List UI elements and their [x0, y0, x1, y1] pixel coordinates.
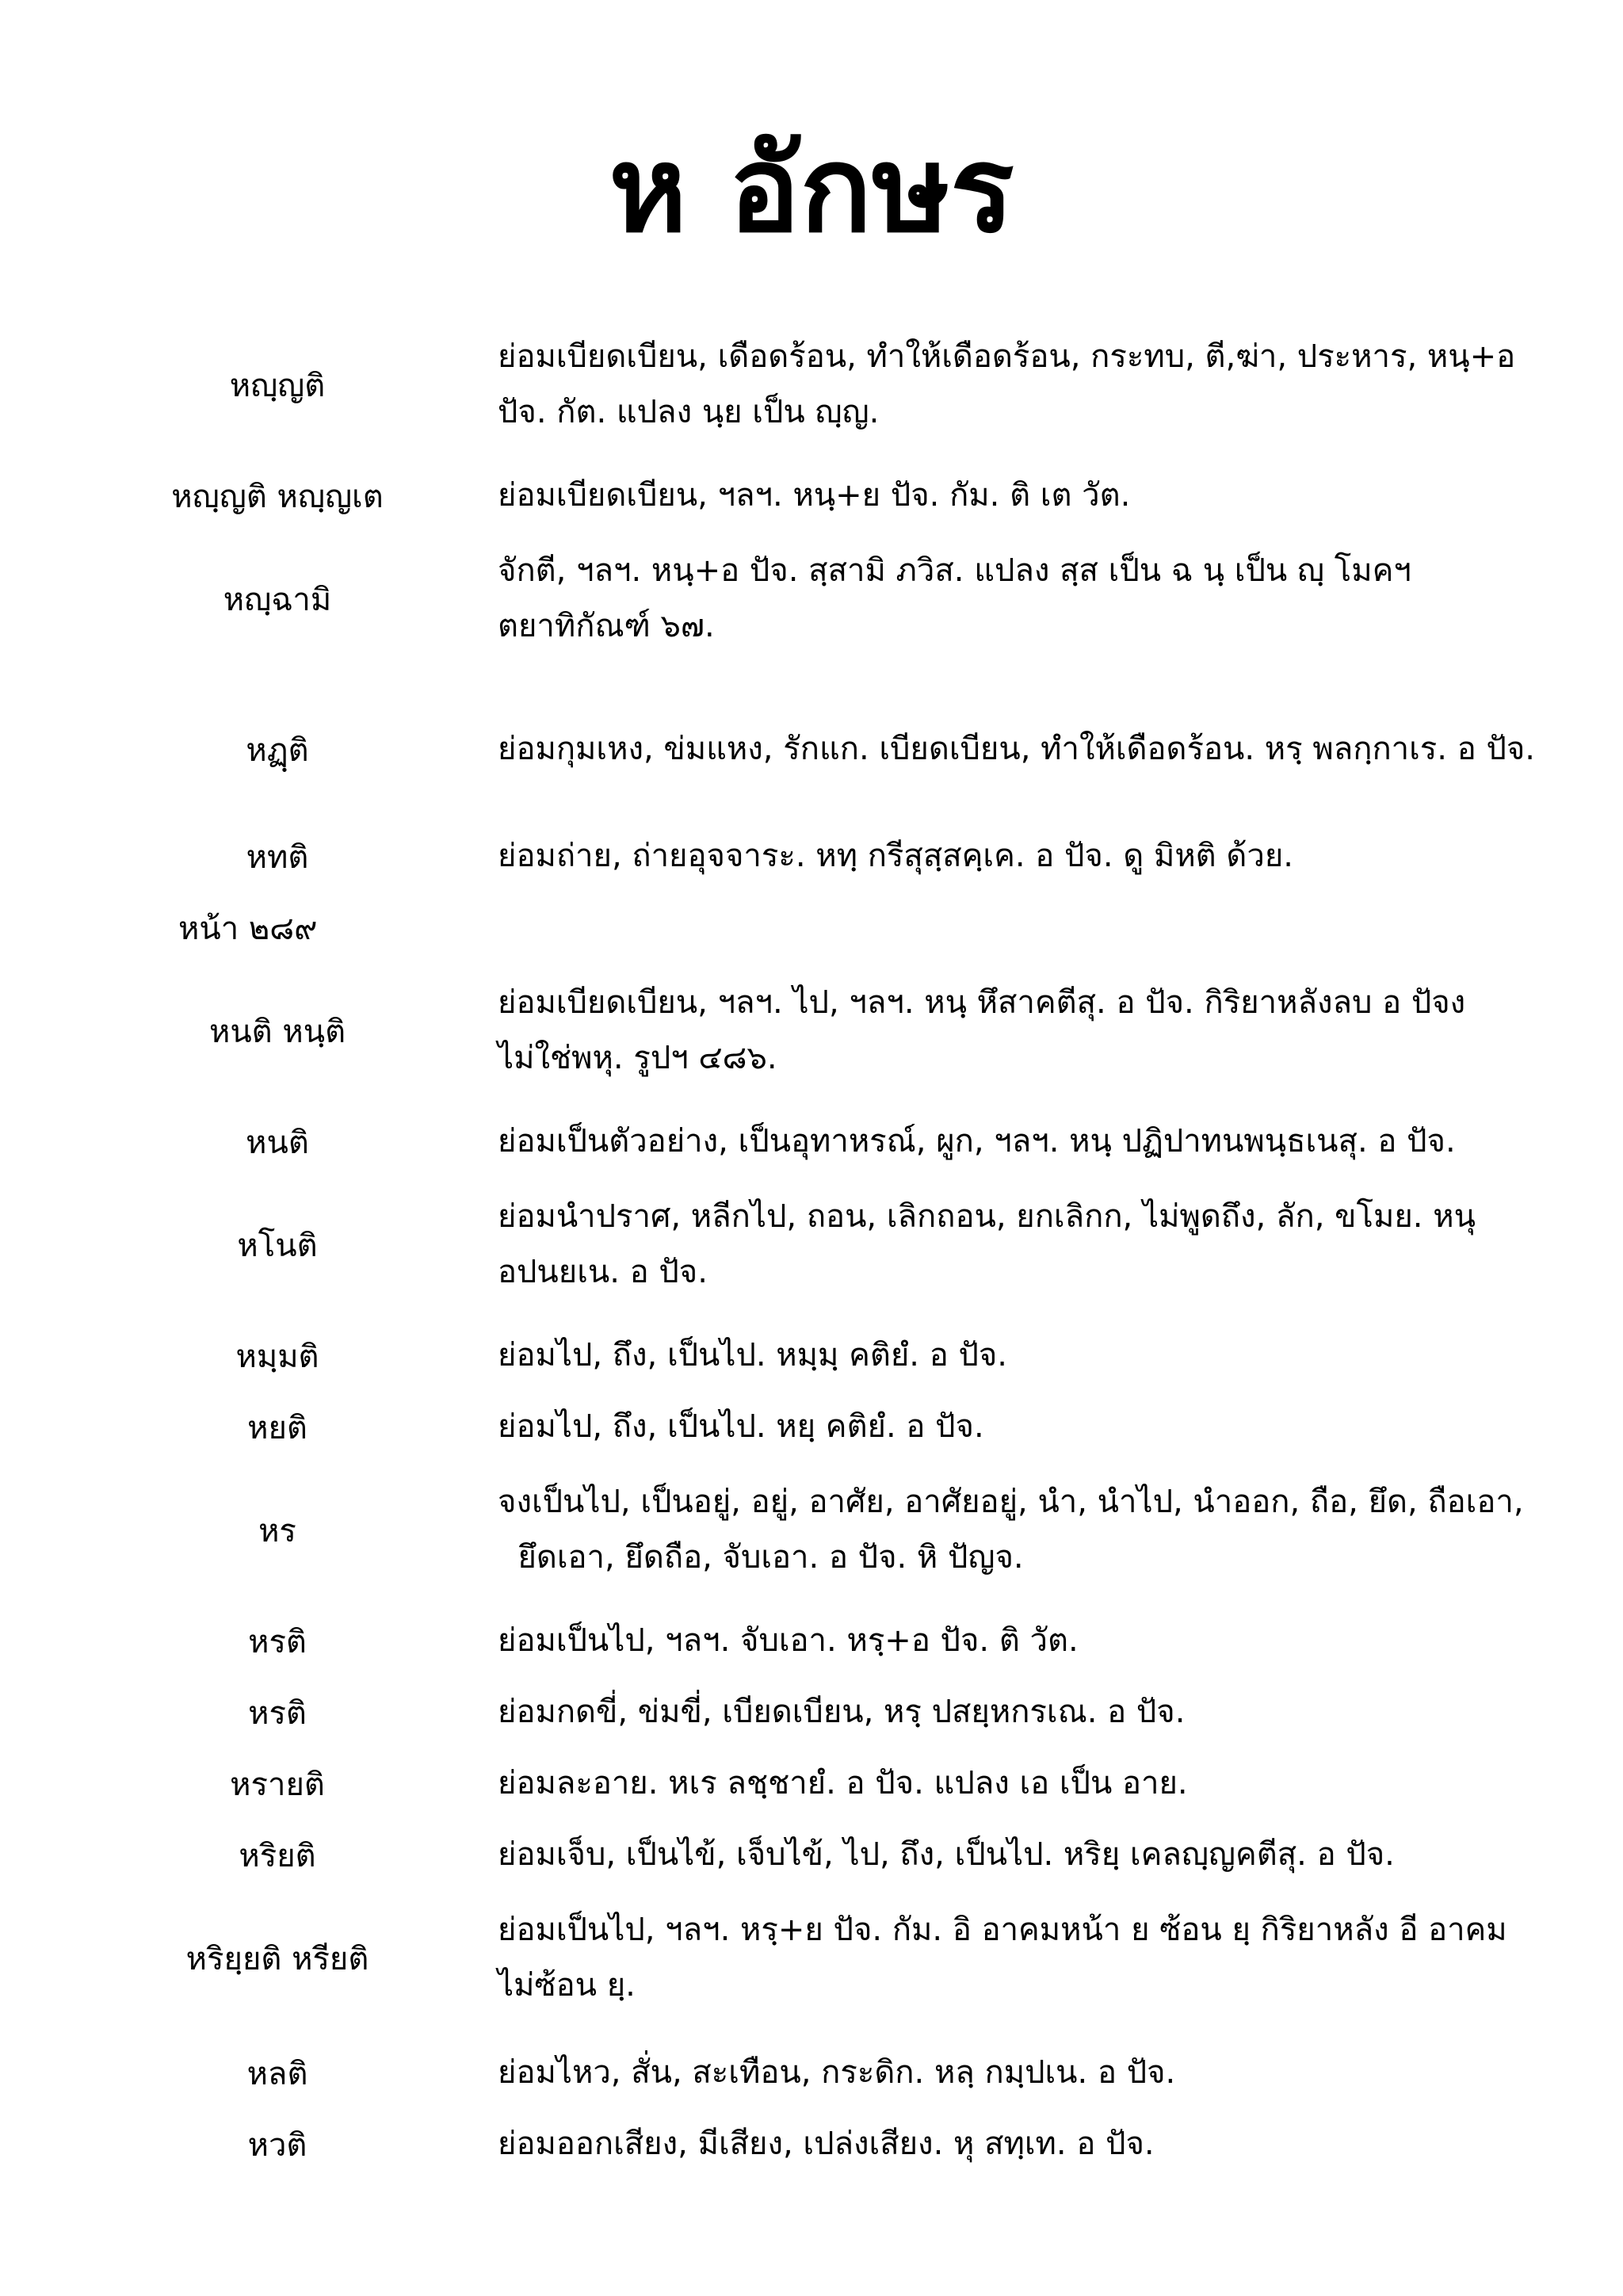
definition: ย่อมกุมเหง, ข่มแหง, รักแก. เบียดเบียน, ทำให้เดือดร้อน. หรฺ พลกฺกาเร. อ ปัจ. — [498, 731, 1535, 767]
headword: หร — [258, 1513, 296, 1549]
headword: หญฺญติ หญฺญเต — [171, 479, 384, 515]
definition: ย่อมเจ็บ, เป็นไข้, เจ็บไข้, ไป, ถึง, เป็นไป. หริยฺ เคลญฺญคตีสุ. อ ปัจ. — [498, 1836, 1395, 1873]
headword: หโนติ — [237, 1228, 318, 1264]
headword: หนติ หนฺติ — [208, 1014, 346, 1050]
definition: ย่อมเบียดเบียน, ฯลฯ. ไป, ฯลฯ. หนฺ หึสาคตีสุ. อ ปัจ. กิริยาหลังลบ อ ปัจง ไม่ใช่พหุ. รูปฯ ๔๘๖. — [498, 984, 1466, 1076]
headword: หรายติ — [230, 1767, 325, 1803]
headword: หนติ — [246, 1125, 309, 1161]
definition: จักตี, ฯลฯ. หนฺ+อ ปัจ. สฺสามิ ภวิส. แปลง สฺส เป็น ฉ นฺ เป็น ญฺ โมคฯ ตยาทิกัณฑ์ ๖๗. — [498, 552, 1411, 644]
definition: ย่อมออกเสียง, มีเสียง, เปล่งเสียง. หุ สทฺเท. อ ปัจ. — [498, 2126, 1155, 2162]
definition: จงเป็นไป, เป็นอยู่, อยู่, อาศัย, อาศัยอยู่, นำ, นำไป, นำออก, ถือ, ยึด, ถือเอา, ยึดเอา, ยึดถือ, จับเอา. อ ปัจ. หิ ปัญจ. — [498, 1484, 1524, 1576]
definition: ย่อมเป็นตัวอย่าง, เป็นอุทาหรณ์, ผูก, ฯลฯ. หนฺ ปฏิปาทนพนฺธเนสุ. อ ปัจ. — [498, 1123, 1456, 1159]
definition: ย่อมเป็นไป, ฯลฯ. หรฺ+ย ปัจ. กัม. อิ อาคมหน้า ย ซ้อน ยฺ กิริยาหลัง อี อาคม ไม่ซ้อน ยฺ. — [498, 1912, 1507, 2004]
page-title: ห อักษร — [609, 121, 1014, 259]
page-number-marker: หน้า ๒๘๙ — [178, 911, 318, 947]
headword: หริยฺยติ หรียติ — [185, 1941, 369, 1977]
headword: หญฺฉามิ — [223, 582, 332, 618]
definition: ย่อมละอาย. หเร ลชฺชายํ. อ ปัจ. แปลง เอ เป็น อาย. — [498, 1765, 1188, 1801]
definition: ย่อมเบียดเบียน, เดือดร้อน, ทำให้เดือดร้อน, กระทบ, ตี,ฆ่า, ประหาร, หนฺ+อ ปัจ. กัต. แปลง นฺย เป็น ญฺญ. — [498, 338, 1516, 430]
definition: ย่อมนำปราศ, หลีกไป, ถอน, เลิกถอน, ยกเลิกก, ไม่พูดถึง, ลัก, ขโมย. หนุ อปนยเน. อ ปัจ. — [498, 1198, 1476, 1290]
headword: หฏฺติ — [246, 732, 309, 769]
headword: หยติ — [247, 1410, 307, 1446]
headword: หรติ — [248, 1695, 307, 1732]
headword: หทติ — [246, 839, 309, 876]
definition: ย่อมไป, ถึง, เป็นไป. หยฺ คติยํ. อ ปัจ. — [498, 1408, 984, 1445]
headword: หลติ — [246, 2056, 308, 2092]
definition: ย่อมเป็นไป, ฯลฯ. จับเอา. หรฺ+อ ปัจ. ติ วัต. — [498, 1622, 1079, 1659]
headword: หวติ — [247, 2127, 307, 2164]
definition: ย่อมถ่าย, ถ่ายอุจจาระ. หทฺ กรีสุสฺสคฺเค. อ ปัจ. ดู มิหติ ด้วย. — [498, 838, 1293, 874]
headword: หญฺญติ — [229, 368, 326, 404]
headword: หมฺมติ — [235, 1339, 319, 1375]
definition: ย่อมไหว, สั่น, สะเทือน, กระดิก. หลฺ กมฺปเน. อ ปัจ. — [498, 2054, 1176, 2091]
headword: หรติ — [248, 1624, 307, 1660]
definition: ย่อมกดขี่, ข่มขี่, เบียดเบียน, หรฺ ปสยฺหกรเณ. อ ปัจ. — [498, 1694, 1186, 1730]
definition: ย่อมเบียดเบียน, ฯลฯ. หนฺ+ย ปัจ. กัม. ติ เต วัต. — [498, 477, 1131, 514]
definition: ย่อมไป, ถึง, เป็นไป. หมฺมฺ คติยํ. อ ปัจ. — [498, 1337, 1007, 1373]
headword: หริยติ — [239, 1838, 316, 1874]
